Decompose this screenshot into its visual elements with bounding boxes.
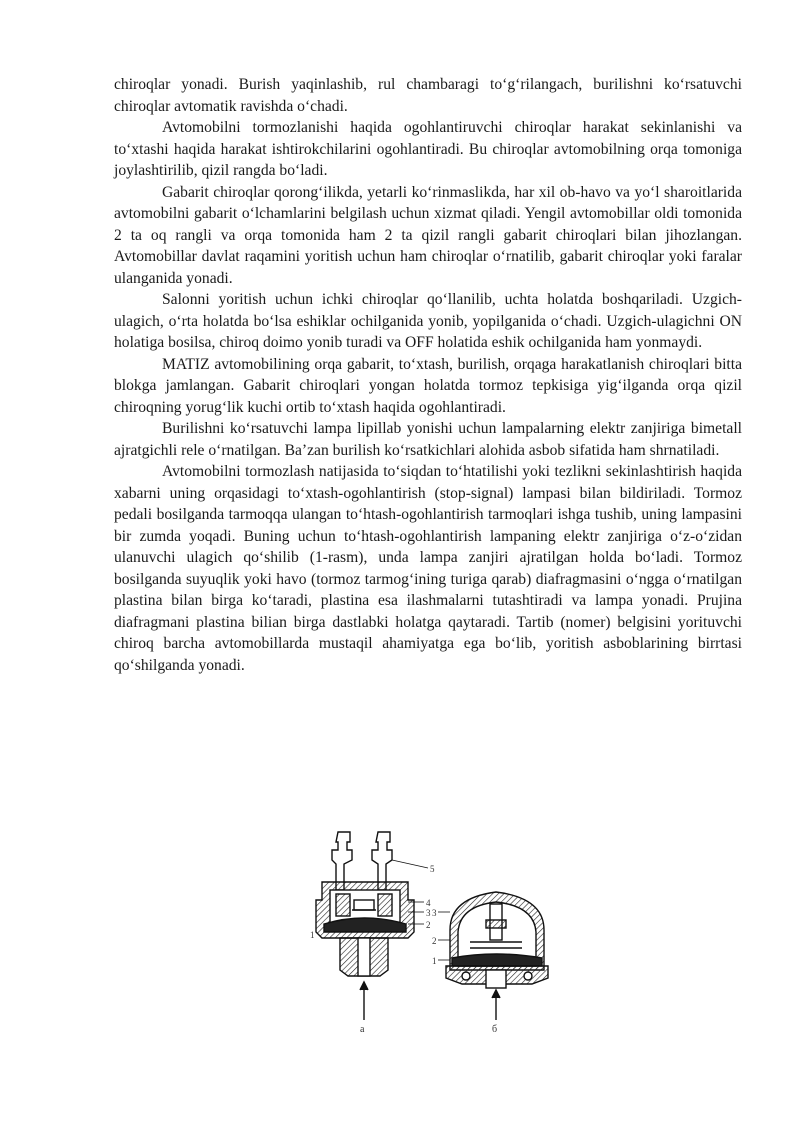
label-a: a — [360, 1024, 365, 1035]
label-a-4: 4 — [426, 898, 431, 908]
label-a-1: 1 — [310, 930, 315, 940]
body-text — [114, 74, 742, 676]
paragraph-7: Avtomobilni tormozlash natijasida to‘siqdan to‘htatilishi yoki tezlikni sekinlashtirish haqida xabarni uning orqasidagi to‘xtash-ogohlantirish (stop-signal) lampasi bilan bildiriladi. Tormoz pedali bosilganda tarmoqqa ulangan to‘htash-ogohlantirish tarmoqlari ishga tushib, uning lampasini bir zumda yoqadi. Buning uchun to‘htash-ogohlantirish lampaning elektr zanjiriga o‘z-o‘zidan ulanuvchi ulagich qo‘shilib (1-rasm), unda lampa zanjiri ajratilgan holda bo‘ladi. Tormoz bosilganda suyuqlik yoki havo (tormoz tarmog‘ining turiga qarab) diafragmasini o‘ngga o‘rnatilgan plastina bilan birga ko‘taradi, plastina esa ilashmalarni tutashtiradi va lampa yonadi. Prujina diafragmani plastina bilian birga dastlabki holatga qaytaradi. Tartib (nomer) belgisini yorituvchi chiroq barcha avtomobillarda mustaqil ahamiyatga ega bo‘lib, yoritish asboblarining birrtasi qo‘shilganda yonadi. — [114, 463, 742, 674]
paragraph-4: Salonni yoritish uchun ichki chiroqlar qo‘llanilib, uchta holatda boshqariladi. Uzgich-ulagich, o‘rta holatda bo‘lsa eshiklar ochilganida yonib, yopilganida o‘chadi. Uzgich-ulagichni ON holatiga bosilsa, chiroq doimo yonib turadi va OFF holatida eshik ochilganida ham yonmaydi. — [114, 291, 742, 351]
label-a-2: 2 — [426, 920, 431, 930]
label-a-3: 3 — [426, 908, 431, 918]
label-b-1: 1 — [432, 956, 437, 966]
paragraph-3: Gabarit chiroqlar qorong‘ilikda, yetarli ko‘rinmaslikda, har xil ob-havo va yo‘l sharoitlarida avtomobilni gabarit o‘lchamlarini belgilash uchun xizmat qiladi. Yengil avtomobillar oldi tomonida 2 ta oq rangli va orqa tomonida ham 2 ta qizil rangli gabarit chiroqlari bilan jihozlangan. Avtomobillar davlat raqamini yoritish uchun ham chiroqlar o‘rnatilib, gabarit chiroqlar yoki faralar ulanganida yonadi. — [114, 183, 742, 287]
stop-signal-switch-figure — [300, 820, 560, 1035]
switch-drawing — [300, 820, 560, 1035]
label-b: б — [492, 1024, 498, 1035]
switch-b-drawing — [438, 892, 548, 1020]
paragraph-1: chiroqlar yonadi. Burish yaqinlashib, rul chambaragi to‘g‘rilangach, burilishni ko‘rsatuvchi chiroqlar avtomatik ravishda o‘chadi. — [114, 76, 742, 115]
switch-a-drawing — [316, 832, 428, 1020]
paragraph-5: MATIZ avtomobilining orqa gabarit, to‘xtash, burilish, orqaga harakatlanish chiroqlari bitta blokga jamlangan. Gabarit chiroqlari yongan holatda tormoz tepkisiga yig‘ilganda orqa qizil chiroqning yorug‘lik kuchi ortib to‘xtash haqida ogohlantiradi. — [114, 355, 742, 416]
label-b-3: 3 — [432, 908, 437, 918]
paragraph-6: Burilishni ko‘rsatuvchi lampa lipillab yonishi uchun lampalarning elektr zanjiriga bimetall ajratgichli rele o‘rnatilgan. Ba’zan burilish ko‘rsatkichlari alohida asbob sifatida ham shrnatiladi. — [114, 420, 742, 459]
label-b-2: 2 — [432, 936, 437, 946]
label-a-5: 5 — [430, 864, 435, 874]
paragraph-2: Avtomobilni tormozlanishi haqida ogohlantiruvchi chiroqlar harakat sekinlanishi va to‘xtashi haqida harakat ishtirokchilarini ogohlantiradi. Bu chiroqlar avtomobilning orqa tomoniga joylashtirilib, qizil rangda bo‘ladi. — [114, 119, 742, 179]
